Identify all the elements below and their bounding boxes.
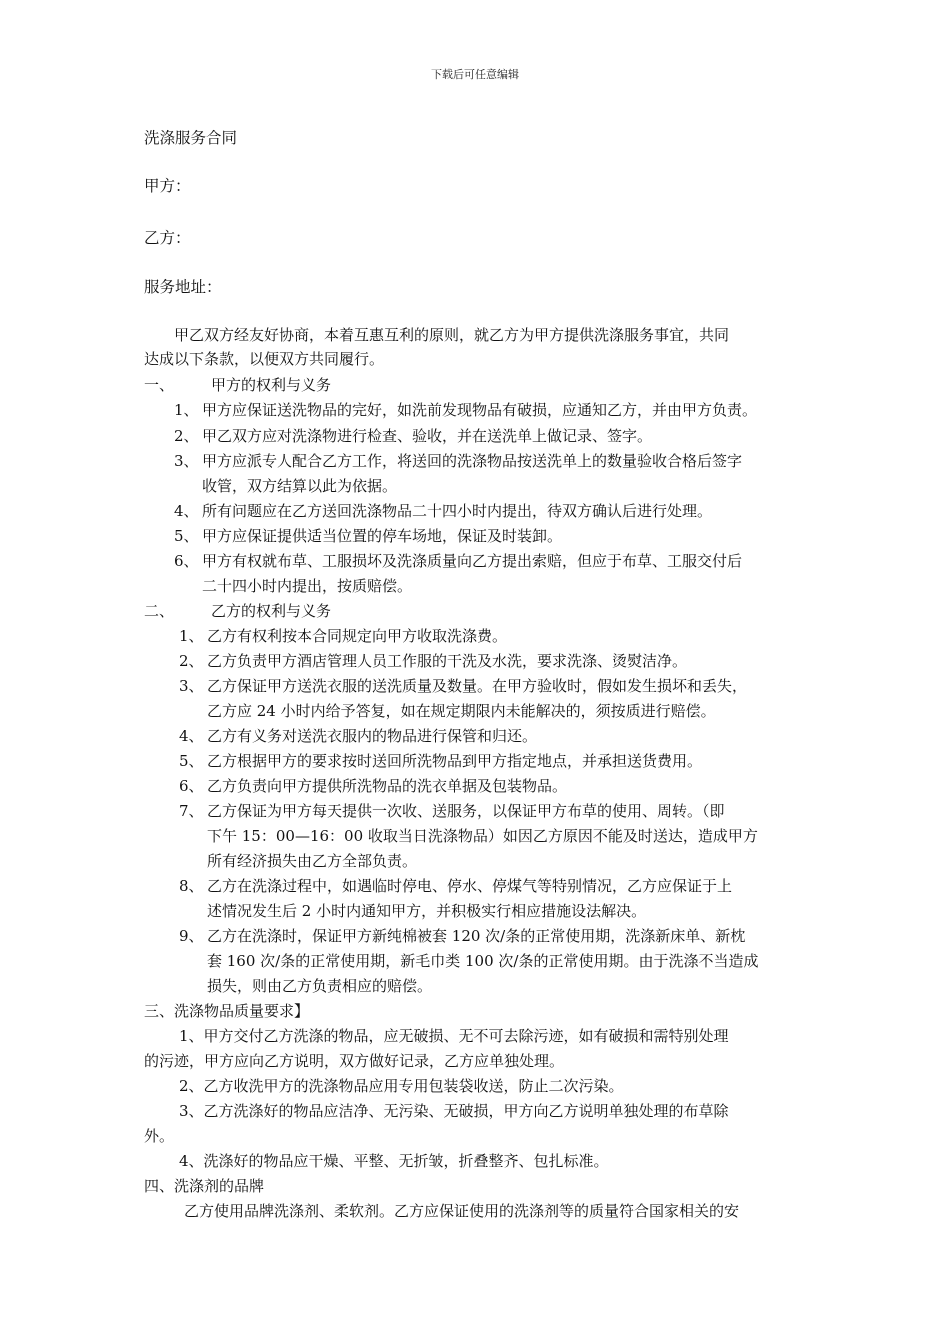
clause-text: 乙方有权利按本合同规定向甲方收取洗涤费。 bbox=[207, 627, 508, 645]
paragraph-line: 3、乙方洗涤好的物品应洁净、无污染、无破损，甲方向乙方说明单独处理的布草除 bbox=[179, 1102, 729, 1120]
paragraph-line: 乙方使用品牌洗涤剂、柔软剂。乙方应保证使用的洗涤剂等的质量符合国家相关的安 bbox=[184, 1202, 740, 1220]
clause-text: 乙方在洗涤过程中，如遇临时停电、停水、停煤气等特别情况，乙方应保证于上 bbox=[207, 877, 733, 895]
paragraph-line: 4、洗涤好的物品应干燥、平整、无折皱，折叠整齐、包扎标准。 bbox=[179, 1152, 609, 1170]
contract-title: 洗涤服务合同 bbox=[144, 129, 238, 147]
section-heading: 三、洗涤物品质量要求】 bbox=[144, 1002, 310, 1020]
clause-text: 乙方负责甲方酒店管理人员工作服的干洗及水洗，要求洗涤、烫熨洁净。 bbox=[207, 652, 688, 670]
clause-text: 甲方应保证提供适当位置的停车场地，保证及时装卸。 bbox=[202, 527, 563, 545]
party-b-label: 乙方： bbox=[144, 229, 191, 247]
clause-number: 9、 bbox=[179, 927, 204, 945]
paragraph-line: 的污迹，甲方应向乙方说明，双方做好记录，乙方应单独处理。 bbox=[144, 1052, 565, 1070]
clause-number: 3、 bbox=[174, 452, 199, 470]
intro-line: 达成以下条款，以便双方共同履行。 bbox=[144, 350, 385, 368]
clause-number: 7、 bbox=[179, 802, 204, 820]
clause-number: 3、 bbox=[179, 677, 204, 695]
clause-number: 2、 bbox=[174, 427, 199, 445]
clause-number: 8、 bbox=[179, 877, 204, 895]
clause-text: 下午 15：00—16：00 收取当日洗涤物品）如因乙方原因不能及时送达，造成甲方 bbox=[207, 827, 758, 845]
clause-text: 所有问题应在乙方送回洗涤物品二十四小时内提出，待双方确认后进行处理。 bbox=[202, 502, 713, 520]
clause-text: 二十四小时内提出，按质赔偿。 bbox=[202, 577, 413, 595]
section-heading: 四、洗涤剂的品牌 bbox=[144, 1177, 265, 1195]
section-number: 二、 bbox=[144, 602, 175, 620]
clause-number: 2、 bbox=[179, 652, 204, 670]
clause-text: 乙方应 24 小时内给予答复，如在规定期限内未能解决的，须按质进行赔偿。 bbox=[207, 702, 716, 720]
clause-text: 述情况发生后 2 小时内通知甲方，并积极实行相应措施设法解决。 bbox=[207, 902, 647, 920]
clause-number: 5、 bbox=[179, 752, 204, 770]
clause-text: 甲乙双方应对洗涤物进行检查、验收，并在送洗单上做记录、签字。 bbox=[202, 427, 653, 445]
clause-number: 5、 bbox=[174, 527, 199, 545]
clause-number: 1、 bbox=[174, 401, 199, 419]
clause-text: 乙方在洗涤时，保证甲方新纯棉被套 120 次/条的正常使用期，洗涤新床单、新枕 bbox=[207, 927, 746, 945]
clause-text: 套 160 次/条的正常使用期，新毛巾类 100 次/条的正常使用期。由于洗涤不当造成 bbox=[207, 952, 759, 970]
clause-number: 4、 bbox=[174, 502, 199, 520]
clause-number: 1、 bbox=[179, 627, 204, 645]
clause-text: 损失，则由乙方负责相应的赔偿。 bbox=[207, 977, 433, 995]
clause-text: 甲方应保证送洗物品的完好，如洗前发现物品有破损，应通知乙方，并由甲方负责。 bbox=[202, 401, 758, 419]
intro-line: 甲乙双方经友好协商，本着互惠互利的原则，就乙方为甲方提供洗涤服务事宜，共同 bbox=[174, 326, 730, 344]
paragraph-line: 1、甲方交付乙方洗涤的物品，应无破损、无不可去除污迹，如有破损和需特别处理 bbox=[179, 1027, 729, 1045]
clause-text: 甲方应派专人配合乙方工作，将送回的洗涤物品按送洗单上的数量验收合格后签字 bbox=[202, 452, 743, 470]
clause-text: 乙方保证为甲方每天提供一次收、送服务，以保证甲方布草的使用、周转。（即 bbox=[207, 802, 725, 820]
header-note: 下载后可任意编辑 bbox=[431, 68, 519, 81]
clause-text: 甲方有权就布草、工服损坏及洗涤质量向乙方提出索赔，但应于布草、工服交付后 bbox=[202, 552, 743, 570]
clause-number: 4、 bbox=[179, 727, 204, 745]
clause-text: 收管，双方结算以此为依据。 bbox=[202, 477, 398, 495]
service-address-label: 服务地址： bbox=[144, 278, 222, 296]
party-a-label: 甲方： bbox=[144, 177, 191, 195]
clause-text: 所有经济损失由乙方全部负责。 bbox=[207, 852, 418, 870]
clause-text: 乙方根据甲方的要求按时送回所洗物品到甲方指定地点，并承担送货费用。 bbox=[207, 752, 703, 770]
paragraph-line: 外。 bbox=[144, 1127, 175, 1145]
section-number: 一、 bbox=[144, 376, 175, 394]
clause-text: 乙方保证甲方送洗衣服的送洗质量及数量。在甲方验收时，假如发生损坏和丢失， bbox=[207, 677, 748, 695]
section-heading: 甲方的权利与义务 bbox=[211, 376, 332, 394]
clause-number: 6、 bbox=[174, 552, 199, 570]
clause-text: 乙方负责向甲方提供所洗物品的洗衣单据及包装物品。 bbox=[207, 777, 568, 795]
clause-number: 6、 bbox=[179, 777, 204, 795]
section-heading: 乙方的权利与义务 bbox=[211, 602, 332, 620]
paragraph-line: 2、乙方收洗甲方的洗涤物品应用专用包装袋收送，防止二次污染。 bbox=[179, 1077, 624, 1095]
clause-text: 乙方有义务对送洗衣服内的物品进行保管和归还。 bbox=[207, 727, 538, 745]
